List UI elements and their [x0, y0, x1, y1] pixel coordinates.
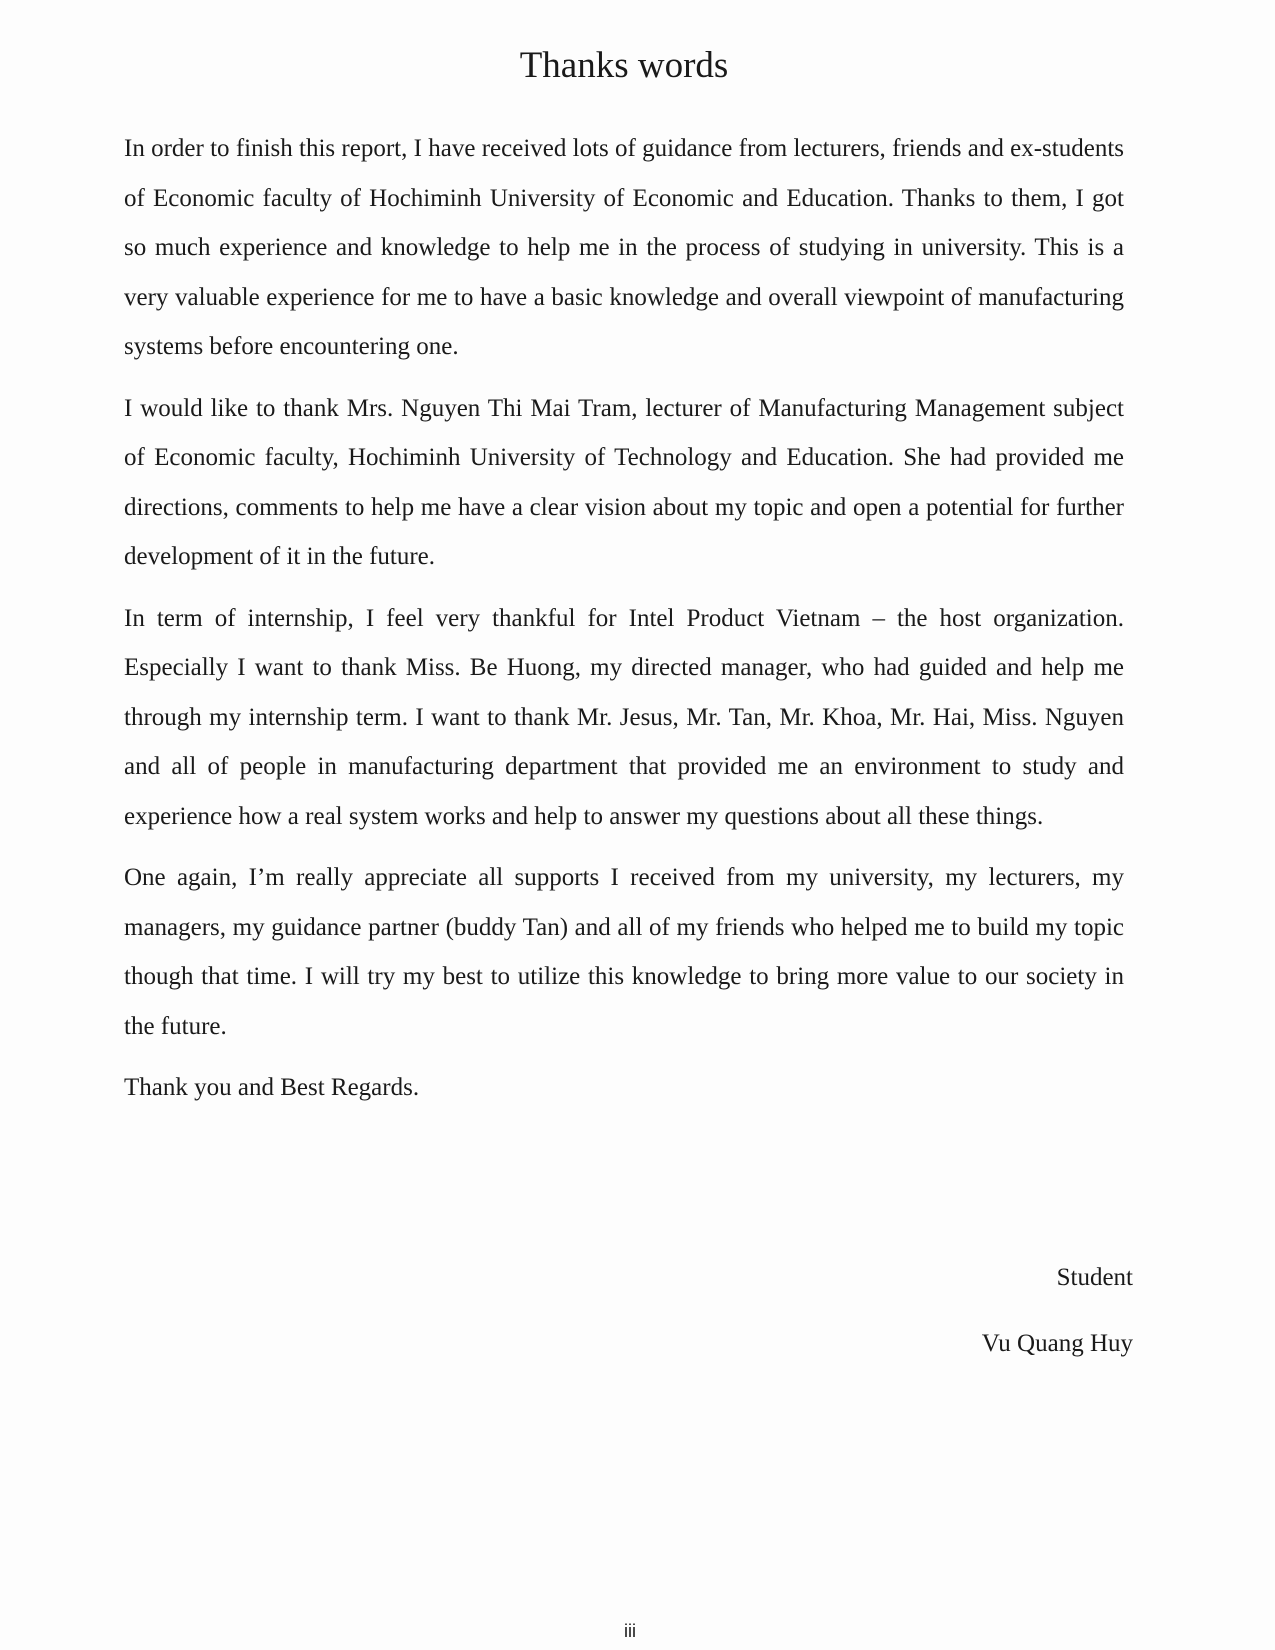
signature-name: Vu Quang Huy [981, 1330, 1133, 1357]
closing-line: Thank you and Best Regards. [124, 1074, 420, 1101]
body-text [124, 124, 1124, 1113]
page-number: iii [624, 1621, 636, 1641]
signature-block [982, 1245, 1133, 1377]
paragraph-3: In term of internship, I feel very thankful for Intel Product Vietnam – the host organization. Especially I want to thank Miss. Be Huong, my directed manager, who had guided and help me through my internship term. I want to thank Mr. Jesus, Mr. Tan, Mr. Khoa, Mr. Hai, Miss. Nguyen and all of people in manufacturing department that provided me an environment to study and experience how a real system works and help to answer my questions about all these things. [124, 604, 1124, 830]
paragraph-1: In order to finish this report, I have received lots of guidance from lecturers, friends and ex-students of Economic faculty of Hochiminh University of Economic and Education. Thanks to them, I got so much experience and knowledge to help me in the process of studying in university. This is a very valuable experience for me to have a basic knowledge and overall viewpoint of manufacturing systems before encountering one. [124, 135, 1124, 360]
page-title: Thanks words [519, 45, 729, 86]
paragraph-2: I would like to thank Mrs. Nguyen Thi Mai Tram, lecturer of Manufacturing Management subject of Economic faculty, Hochiminh University of Technology and Education. She had provided me directions, comments to help me have a clear vision about my topic and open a potential for further development of it in the future. [124, 394, 1124, 570]
signature-role: Student [1056, 1264, 1133, 1291]
paragraph-4: One again, I’m really appreciate all supports I received from my university, my lecturers, my managers, my guidance partner (buddy Tan) and all of my friends who helped me to build my topic though that time. I will try my best to utilize this knowledge to bring more value to our society in the future. [124, 864, 1124, 1040]
